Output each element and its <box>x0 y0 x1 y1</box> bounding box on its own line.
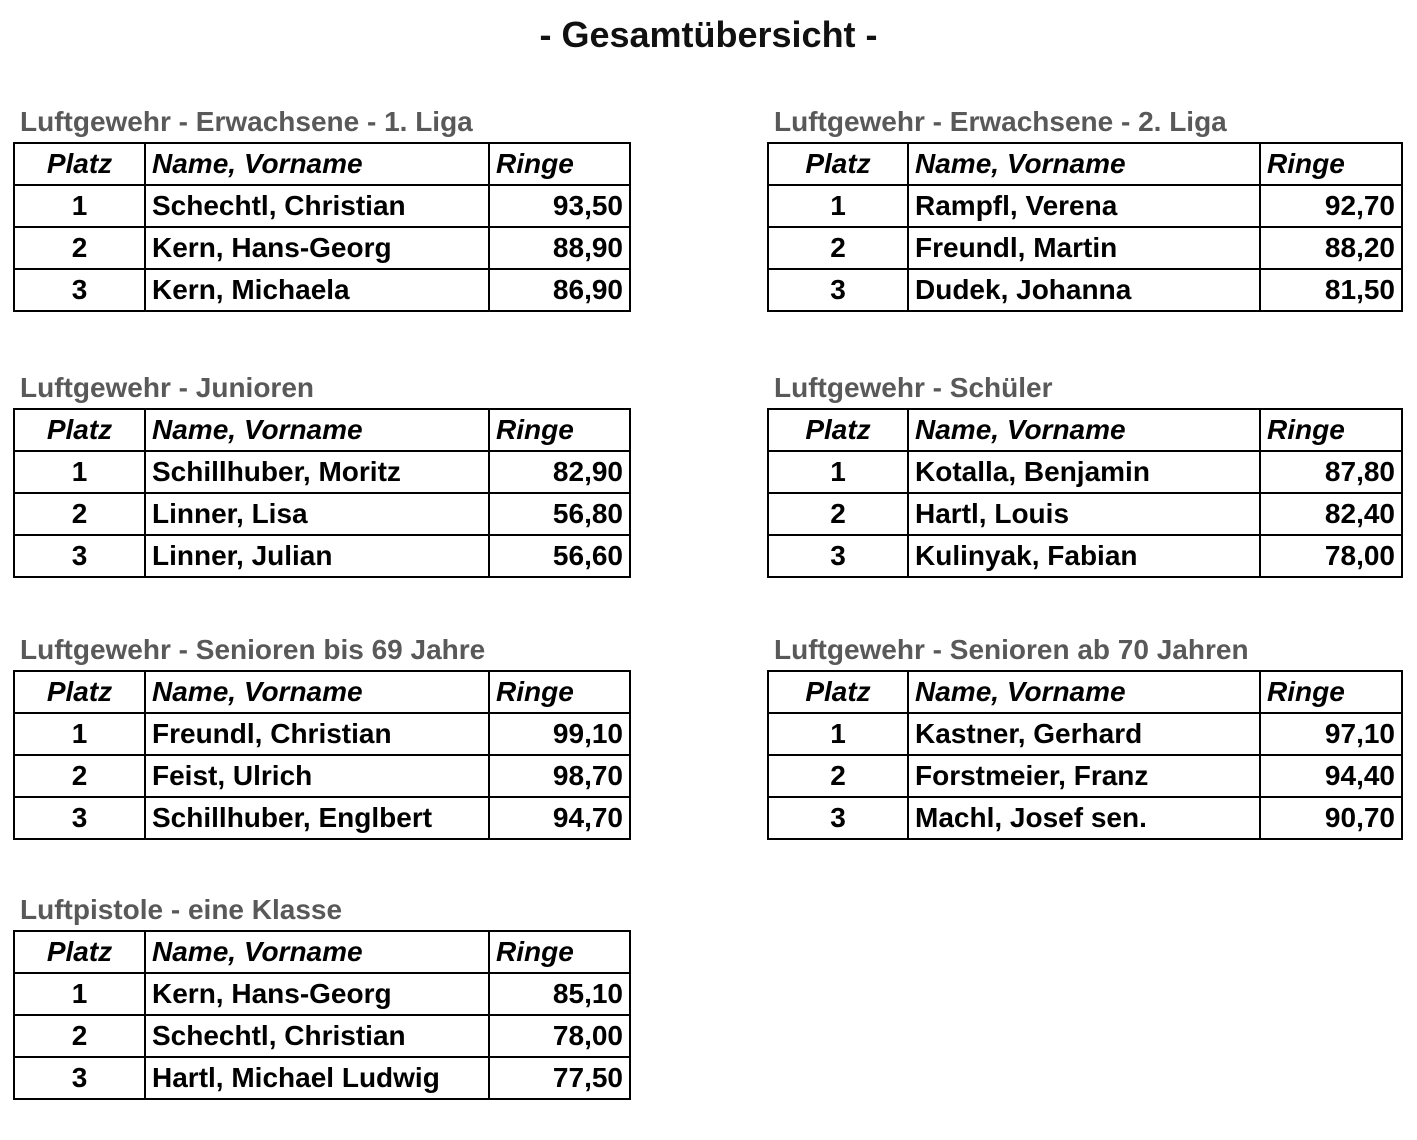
cell-platz: 3 <box>14 797 145 839</box>
cell-name: Schillhuber, Moritz <box>145 451 489 493</box>
cell-platz: 2 <box>14 227 145 269</box>
results-table <box>767 142 1403 312</box>
header-platz: Platz <box>14 671 145 713</box>
cell-ringe: 88,20 <box>1260 227 1402 269</box>
cell-platz: 2 <box>14 755 145 797</box>
cell-name: Schillhuber, Englbert <box>145 797 489 839</box>
cell-platz: 1 <box>768 185 908 227</box>
section-title: Luftgewehr - Erwachsene - 1. Liga <box>20 106 473 137</box>
header-ringe: Ringe <box>1260 409 1402 451</box>
cell-name: Kern, Hans-Georg <box>145 227 489 269</box>
header-ringe: Ringe <box>489 409 630 451</box>
cell-platz: 1 <box>14 973 145 1015</box>
header-name: Name, Vorname <box>145 409 489 451</box>
section-title: Luftgewehr - Senioren ab 70 Jahren <box>774 634 1249 665</box>
cell-name: Freundl, Martin <box>908 227 1260 269</box>
header-platz: Platz <box>14 143 145 185</box>
table-row <box>768 185 1402 227</box>
results-table <box>13 670 631 840</box>
cell-name: Rampfl, Verena <box>908 185 1260 227</box>
header-ringe: Ringe <box>489 671 630 713</box>
header-name: Name, Vorname <box>145 931 489 973</box>
header-name: Name, Vorname <box>908 409 1260 451</box>
table-row <box>14 1015 630 1057</box>
section-title: Luftgewehr - Senioren bis 69 Jahre <box>20 634 486 665</box>
cell-name: Kern, Michaela <box>145 269 489 311</box>
cell-platz: 3 <box>768 269 908 311</box>
results-table <box>13 930 631 1100</box>
page-title: - Gesamtübersicht - <box>539 14 878 55</box>
table-row <box>14 185 630 227</box>
cell-name: Linner, Julian <box>145 535 489 577</box>
section-title: Luftgewehr - Schüler <box>774 372 1053 403</box>
cell-ringe: 82,40 <box>1260 493 1402 535</box>
cell-name: Hartl, Michael Ludwig <box>145 1057 489 1099</box>
cell-name: Schechtl, Christian <box>145 185 489 227</box>
cell-ringe: 98,70 <box>489 755 630 797</box>
cell-name: Hartl, Louis <box>908 493 1260 535</box>
cell-ringe: 78,00 <box>489 1015 630 1057</box>
cell-platz: 2 <box>14 493 145 535</box>
cell-ringe: 88,90 <box>489 227 630 269</box>
cell-ringe: 93,50 <box>489 185 630 227</box>
header-platz: Platz <box>768 671 908 713</box>
cell-ringe: 82,90 <box>489 451 630 493</box>
cell-ringe: 85,10 <box>489 973 630 1015</box>
section-title: Luftpistole - eine Klasse <box>20 894 343 925</box>
table-header-row <box>768 671 1402 713</box>
cell-name: Kastner, Gerhard <box>908 713 1260 755</box>
cell-name: Dudek, Johanna <box>908 269 1260 311</box>
cell-name: Feist, Ulrich <box>145 755 489 797</box>
cell-name: Forstmeier, Franz <box>908 755 1260 797</box>
table-row <box>14 1057 630 1099</box>
table-row <box>768 227 1402 269</box>
header-ringe: Ringe <box>489 931 630 973</box>
header-platz: Platz <box>768 409 908 451</box>
cell-ringe: 81,50 <box>1260 269 1402 311</box>
table-row <box>768 451 1402 493</box>
table-header-row <box>14 671 630 713</box>
table-row <box>14 755 630 797</box>
header-name: Name, Vorname <box>908 143 1260 185</box>
header-platz: Platz <box>14 931 145 973</box>
cell-name: Schechtl, Christian <box>145 1015 489 1057</box>
table-row <box>14 973 630 1015</box>
cell-platz: 2 <box>768 755 908 797</box>
cell-platz: 3 <box>14 535 145 577</box>
table-row <box>14 227 630 269</box>
header-platz: Platz <box>768 143 908 185</box>
cell-ringe: 92,70 <box>1260 185 1402 227</box>
table-header-row <box>14 143 630 185</box>
cell-platz: 3 <box>14 269 145 311</box>
table-header-row <box>14 931 630 973</box>
cell-platz: 1 <box>14 451 145 493</box>
table-row <box>14 797 630 839</box>
cell-ringe: 78,00 <box>1260 535 1402 577</box>
cell-name: Freundl, Christian <box>145 713 489 755</box>
table-row <box>14 269 630 311</box>
cell-ringe: 97,10 <box>1260 713 1402 755</box>
table-row <box>768 493 1402 535</box>
cell-ringe: 99,10 <box>489 713 630 755</box>
section-lg-senioren-bis-69 <box>13 630 629 840</box>
table-row <box>14 493 630 535</box>
cell-ringe: 77,50 <box>489 1057 630 1099</box>
cell-ringe: 56,80 <box>489 493 630 535</box>
header-ringe: Ringe <box>1260 143 1402 185</box>
header-name: Name, Vorname <box>908 671 1260 713</box>
table-header-row <box>768 143 1402 185</box>
header-ringe: Ringe <box>1260 671 1402 713</box>
table-row <box>14 535 630 577</box>
table-row <box>768 535 1402 577</box>
table-row <box>768 713 1402 755</box>
cell-ringe: 90,70 <box>1260 797 1402 839</box>
section-title: Luftgewehr - Junioren <box>20 372 314 403</box>
cell-name: Linner, Lisa <box>145 493 489 535</box>
header-name: Name, Vorname <box>145 671 489 713</box>
cell-platz: 2 <box>14 1015 145 1057</box>
header-ringe: Ringe <box>489 143 630 185</box>
header-name: Name, Vorname <box>145 143 489 185</box>
cell-platz: 2 <box>768 227 908 269</box>
section-lg-schueler <box>767 368 1401 578</box>
cell-platz: 1 <box>768 713 908 755</box>
cell-ringe: 56,60 <box>489 535 630 577</box>
cell-name: Kotalla, Benjamin <box>908 451 1260 493</box>
section-lg-senioren-ab-70 <box>767 630 1401 840</box>
cell-platz: 3 <box>768 535 908 577</box>
cell-ringe: 87,80 <box>1260 451 1402 493</box>
cell-ringe: 94,70 <box>489 797 630 839</box>
section-lg-erwachsene-1-liga <box>13 102 629 312</box>
section-lp-eine-klasse <box>13 890 629 1100</box>
cell-name: Kulinyak, Fabian <box>908 535 1260 577</box>
table-header-row <box>768 409 1402 451</box>
cell-name: Machl, Josef sen. <box>908 797 1260 839</box>
section-lg-erwachsene-2-liga <box>767 102 1401 312</box>
table-row <box>768 755 1402 797</box>
table-row <box>14 713 630 755</box>
results-table <box>13 408 631 578</box>
table-header-row <box>14 409 630 451</box>
cell-platz: 1 <box>768 451 908 493</box>
cell-platz: 3 <box>14 1057 145 1099</box>
cell-name: Kern, Hans-Georg <box>145 973 489 1015</box>
table-row <box>14 451 630 493</box>
results-table <box>767 670 1403 840</box>
cell-ringe: 94,40 <box>1260 755 1402 797</box>
cell-ringe: 86,90 <box>489 269 630 311</box>
cell-platz: 2 <box>768 493 908 535</box>
table-row <box>768 269 1402 311</box>
header-platz: Platz <box>14 409 145 451</box>
cell-platz: 3 <box>768 797 908 839</box>
results-table <box>767 408 1403 578</box>
cell-platz: 1 <box>14 713 145 755</box>
results-table <box>13 142 631 312</box>
section-title: Luftgewehr - Erwachsene - 2. Liga <box>774 106 1227 137</box>
table-row <box>768 797 1402 839</box>
cell-platz: 1 <box>14 185 145 227</box>
section-lg-junioren <box>13 368 629 578</box>
